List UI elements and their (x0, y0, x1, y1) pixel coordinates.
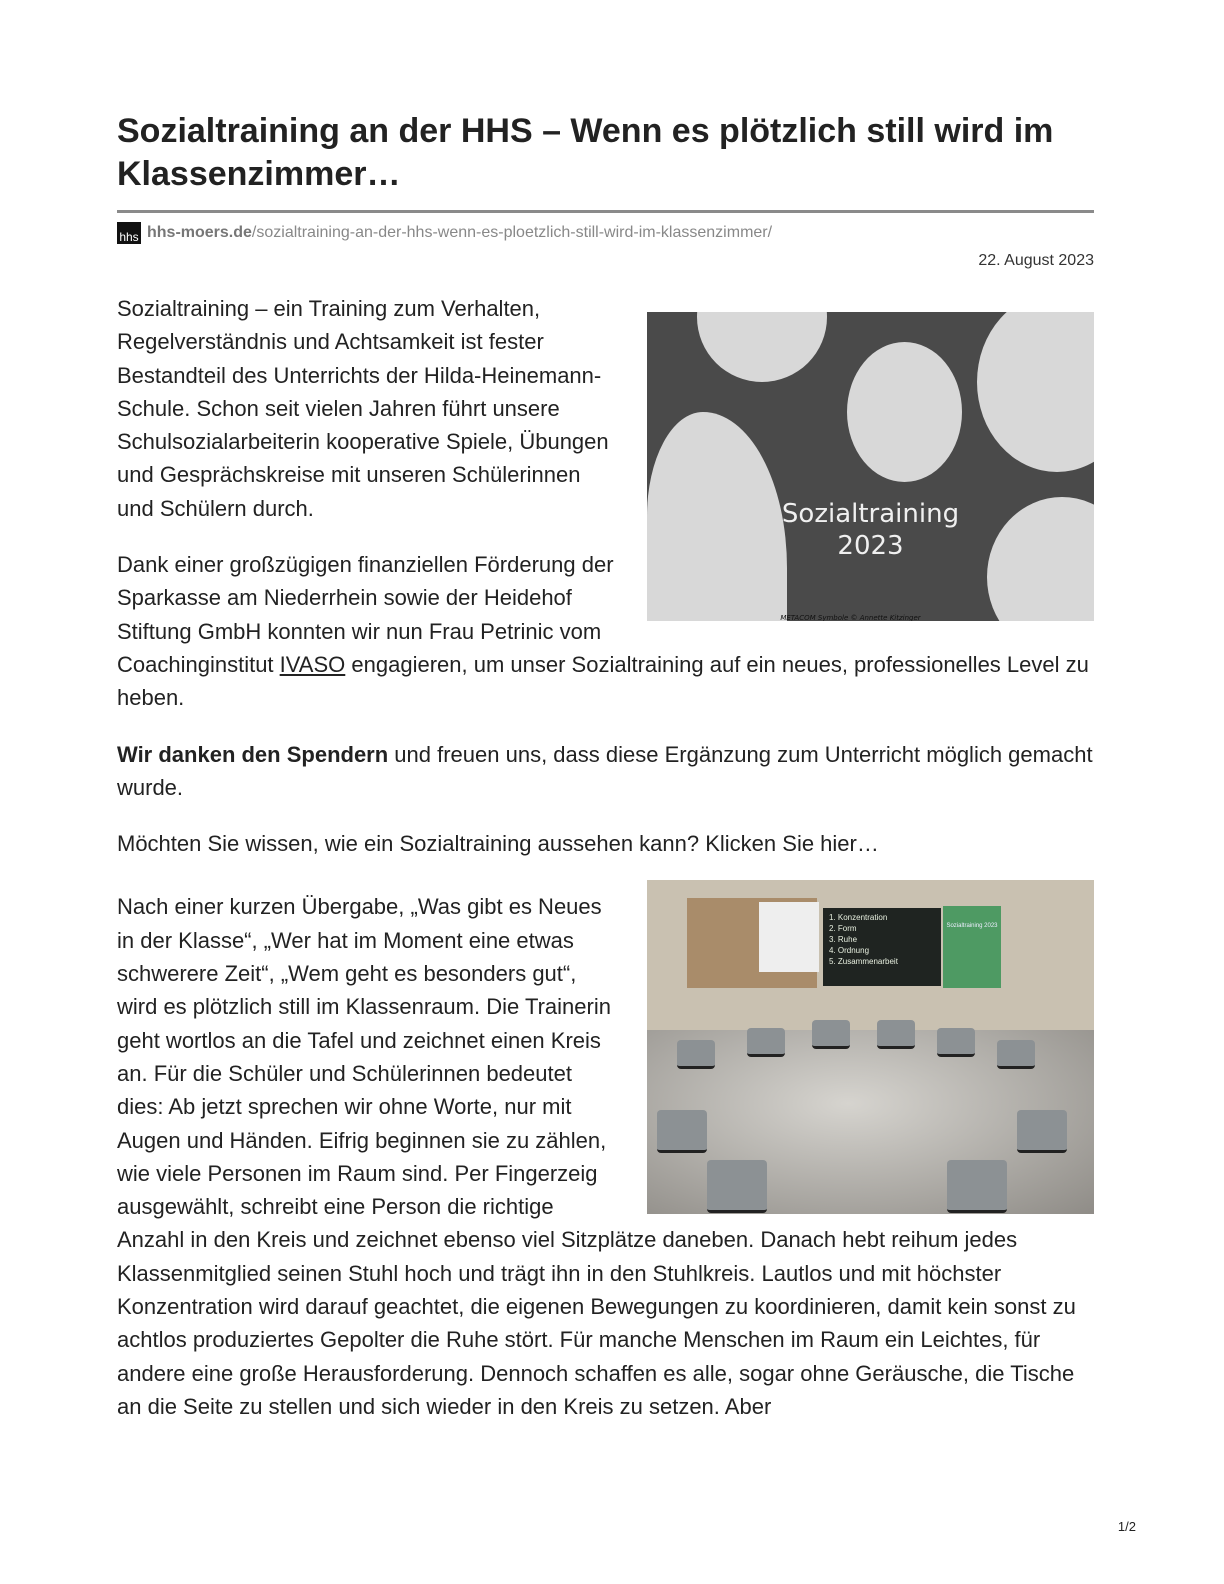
source-line (117, 222, 1094, 244)
site-logo-icon: hhs (117, 222, 141, 244)
shapes-symbol-icon (977, 312, 1094, 472)
chalkboard: 1. Konzentration 2. Form 3. Ruhe 4. Ordnung 5. Zusammenarbeit (823, 908, 941, 986)
paragraph: Möchten Sie wissen, wie ein Sozialtraining aussehen kann? Klicken Sie hier… (117, 831, 879, 857)
ivaso-link[interactable]: IVASO (279, 651, 346, 677)
paragraph: Dank einer großzügigen finanziellen Förderung der Sparkasse am Niederrhein sowie der Heidehof Stiftung GmbH konnten wir nun Frau Petrinic vom Coachinginstitut IVASO engagieren, um unser Sozialtraining auf ein neues, professionelles Level zu heben. (117, 552, 1089, 711)
divider (117, 210, 1094, 213)
poster: Sozialtraining 2023 (943, 906, 1001, 988)
sozialtraining-illustration (647, 312, 1094, 621)
source-domain: hhs-moers.de (147, 224, 252, 241)
paragraph: Sozialtraining – ein Training zum Verhalten, Regelverständnis und Achtsamkeit ist fester Bestandteil des Unterrichts der Hilda-Heinemann-Schule. Schon seit vielen Jahren führt unsere Schulsozialarbeiterin kooperative Spiele, Übungen und Gesprächskreise mit unseren Schülerinnen und Schülern durch. (117, 296, 609, 521)
image-title: Sozialtraining (781, 499, 960, 529)
quiet-symbol-icon (847, 342, 962, 482)
image-credit: METACOM Symbole © Annette Kitzinger (780, 614, 921, 621)
page-number: 1/2 (1117, 1519, 1136, 1534)
page-title: Sozialtraining an der HHS – Wenn es plötzlich still wird im Klassenzimmer… (117, 112, 1054, 193)
classroom-photo (647, 880, 1094, 1214)
covering-ears-symbol-icon (697, 312, 827, 382)
source-path: /sozialtraining-an-der-hhs-wenn-es-ploetzlich-still-wird-im-klassenzimmer/ (251, 224, 773, 241)
publish-date: 22. August 2023 (978, 252, 1094, 269)
article-body (117, 292, 1094, 1423)
paragraph: Nach einer kurzen Übergabe, „Was gibt es Neues in der Klasse“, „Wer hat im Moment eine etwas schwerere Zeit“, „Wem geht es besonders gut“, wird es plötzlich still im Klassenraum. Die Trainerin geht wortlos an die Tafel und zeichnet einen Kreis an. Für die Schüler und Schülerinnen bedeutet dies: Ab jetzt sprechen wir ohne Worte, nur mit Augen und Händen. Eifrig beginnen sie zu zählen, wie viele Personen im Raum sind. Per Fingerzeig ausgewählt, schreibt eine Person die richtige Anzahl in den Kreis und zeichnet ebenso viel Sitzplätze daneben. Danach hebt reihum jedes Klassenmitglied seinen Stuhl hoch und trägt ihn in den Stuhlkreis. Lautlos und mit höchster Konzentration wird darauf geachtet, die eigenen Bewegungen zu koordinieren, damit kein sonst zu achtlos produziertes Gepolter die Ruhe stört. Für manche Menschen im Raum ein Leichtes, für andere eine große Herausforderung. Dennoch schaffen es alle, sogar ohne Geräusche, die Tische an die Seite zu stellen und sich wieder in den Kreis zu setzen. Aber (117, 894, 1076, 1419)
paragraph: Wir danken den Spendern und freuen uns, dass diese Ergänzung zum Unterricht möglich gemacht wurde. (117, 741, 1093, 800)
image-year: 2023 (837, 531, 904, 561)
article (117, 110, 1094, 1446)
